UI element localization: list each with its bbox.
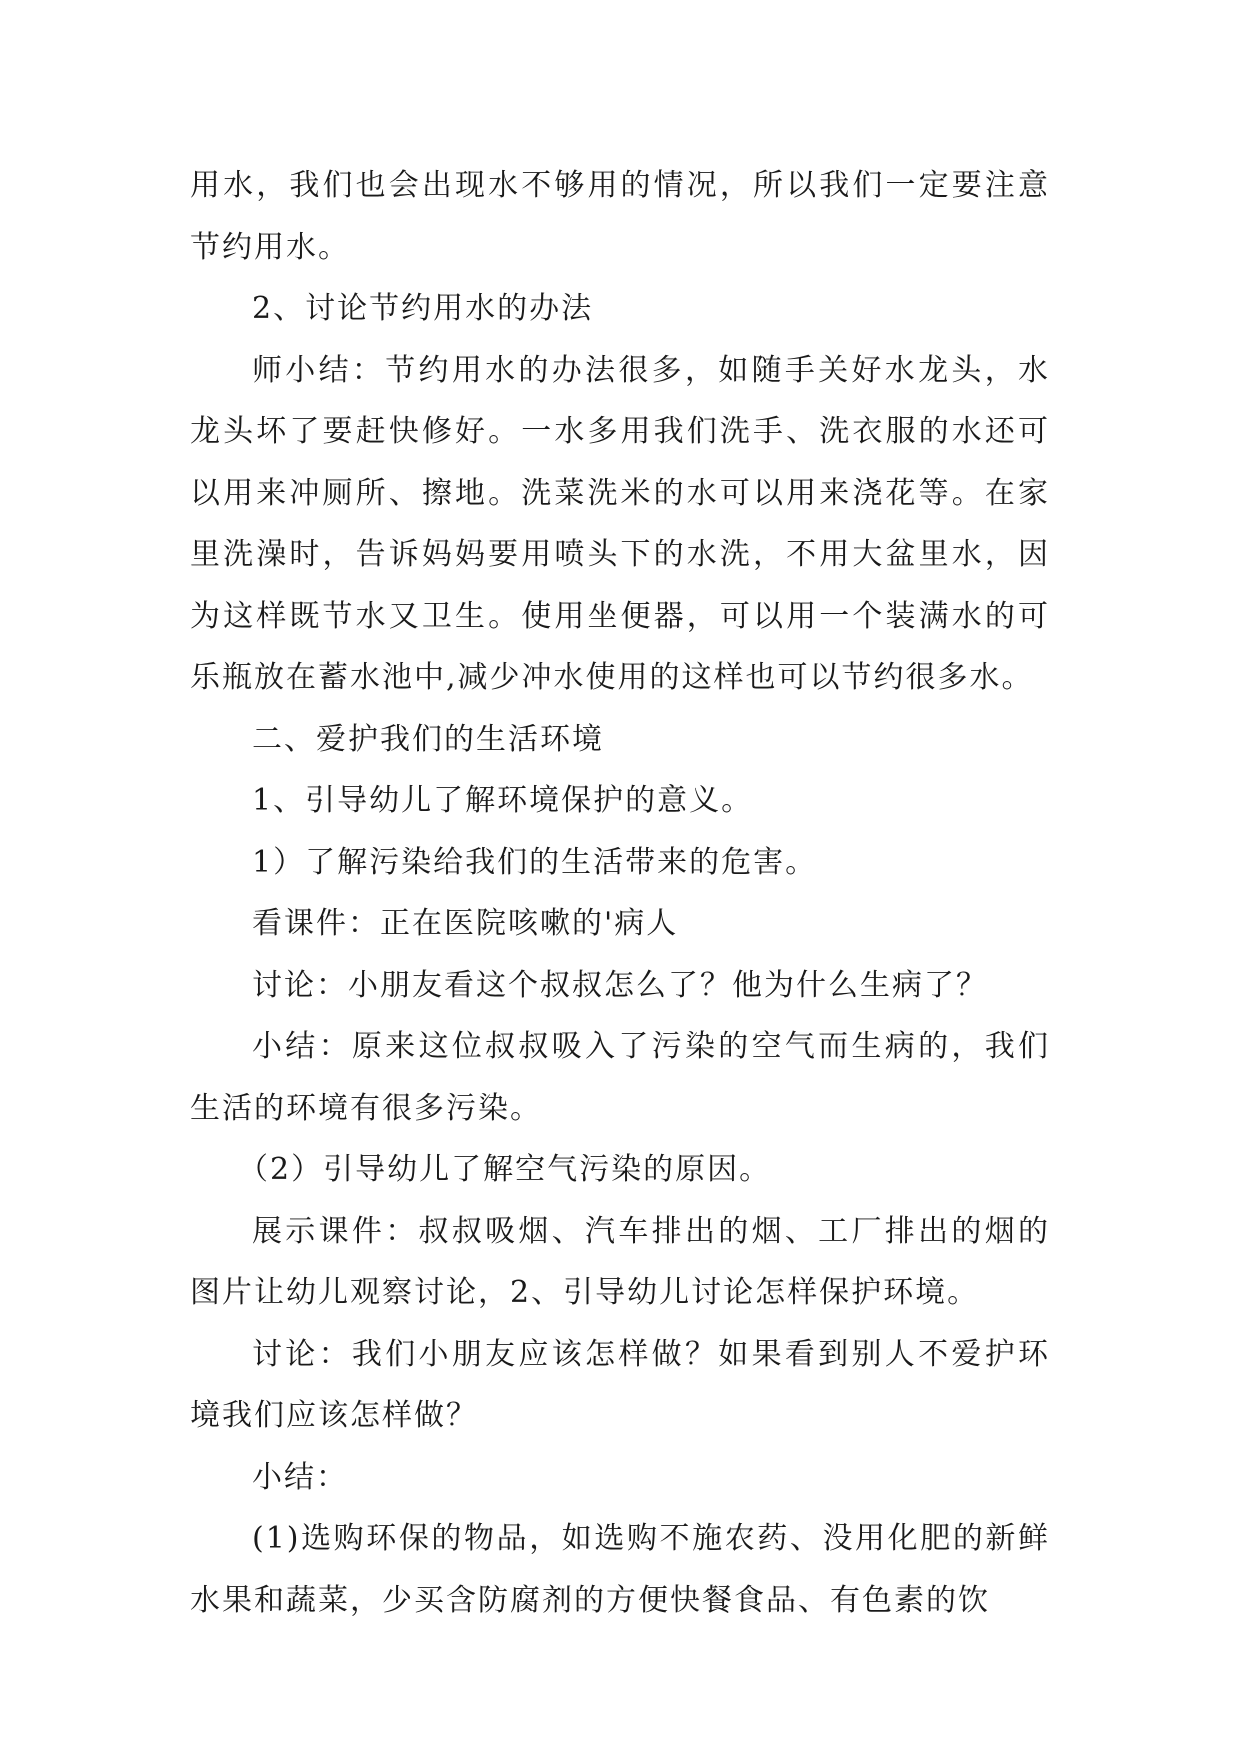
document-body — [190, 155, 1050, 1631]
paragraph-2: 2、讨论节约用水的办法 — [252, 291, 594, 326]
paragraph-7: 看课件：正在医院咳嗽的'病人 — [252, 906, 679, 941]
paragraph-9: 小结：原来这位叔叔吸入了污染的空气而生病的，我们生活的环境有很多污染。 — [190, 1029, 1050, 1126]
paragraph-8: 讨论：小朋友看这个叔叔怎么了？他为什么生病了？ — [252, 967, 988, 1003]
paragraph-11: 展示课件：叔叔吸烟、汽车排出的烟、工厂排出的烟的图片让幼儿观察讨论，2、引导幼儿讨论怎样保护环境。 — [190, 1213, 1050, 1310]
paragraph-12: 讨论：我们小朋友应该怎样做？如果看到别人不爱护环境我们应该怎样做？ — [190, 1336, 1050, 1433]
paragraph-13: 小结： — [252, 1459, 348, 1495]
paragraph-14: (1)选购环保的物品，如选购不施农药、没用化肥的新鲜水果和蔬菜，少买含防腐剂的方便快餐食品、有色素的饮 — [190, 1521, 1050, 1618]
paragraph-1: 用水，我们也会出现水不够用的情况，所以我们一定要注意节约用水。 — [190, 168, 1050, 265]
paragraph-10: （2）引导幼儿了解空气污染的原因。 — [238, 1152, 772, 1187]
paragraph-5: 1、引导幼儿了解环境保护的意义。 — [252, 783, 754, 818]
paragraph-4: 二、爱护我们的生活环境 — [252, 721, 604, 757]
paragraph-6: 1）了解污染给我们的生活带来的危害。 — [252, 844, 818, 880]
paragraph-3: 师小结：节约用水的办法很多，如随手关好水龙头，水龙头坏了要赶快修好。一水多用我们洗手、洗衣服的水还可以用来冲厕所、擦地。洗菜洗米的水可以用来浇花等。在家里洗澡时，告诉妈妈要用喷头下的水洗，不用大盆里水，因为这样既节水又卫生。使用坐便器，可以用一个装满水的可乐瓶放在蓄水池中,减少冲水使用的这样也可以节约很多水。 — [190, 352, 1050, 695]
